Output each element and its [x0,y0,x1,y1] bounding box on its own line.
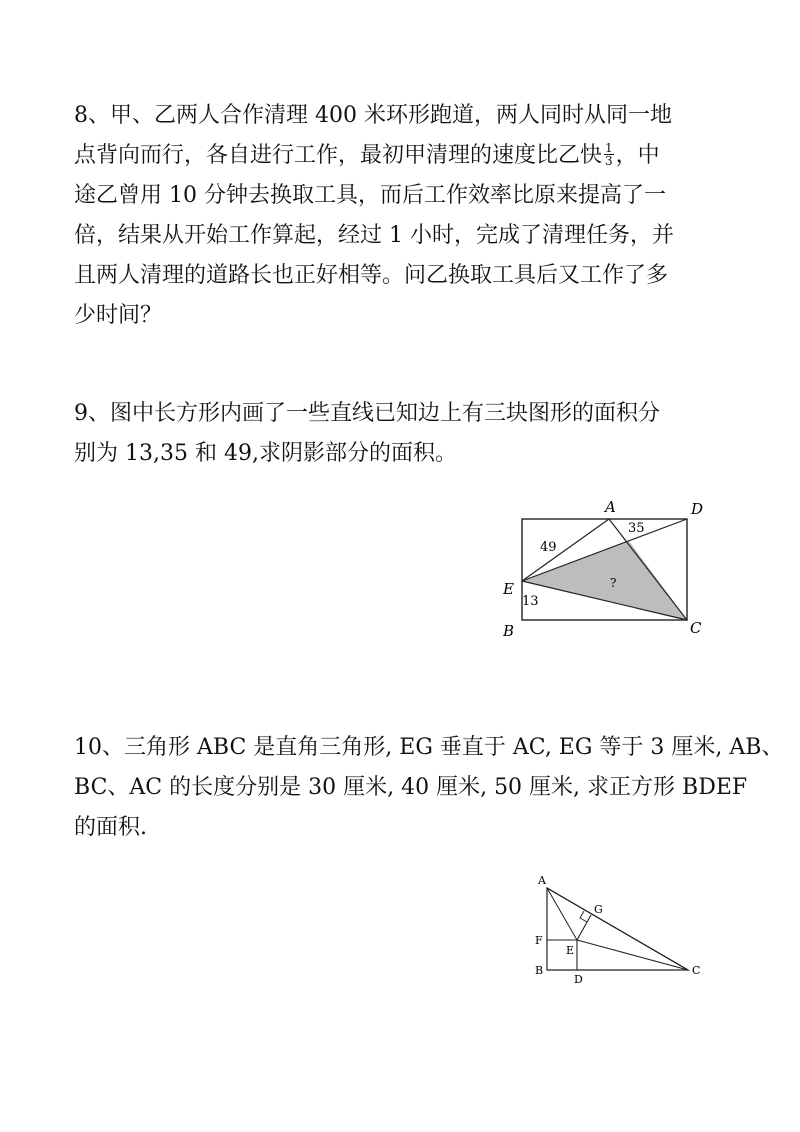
problem-8-line-3: 途乙曾用 10 分钟去换取工具，而后工作效率比原来提高了一 [74,183,666,208]
area-unknown: ? [610,576,617,590]
area-35: 35 [628,521,645,536]
area-13: 13 [522,594,539,609]
segment-e-to-c [577,940,688,970]
fraction-numerator: 1 [605,140,613,155]
problem-9 [74,394,734,474]
segment-a-to-c-hidden [547,888,688,970]
segment-e-to-g [577,915,591,940]
problem-8-line-5: 且两人清理的道路长也正好相等。问乙换取工具后又工作了多 [74,263,669,288]
label-a: A [538,874,546,887]
right-angle-mark [580,911,587,922]
problem-8-line-2 [74,136,734,176]
problem-8-line-2-tail: ，中 [615,143,660,168]
label-c: C [692,964,701,977]
label-g: G [594,903,603,916]
problem-9-line-2: 别为 13,35 和 49,求阴影部分的面积。 [74,441,457,466]
problem-8 [74,96,734,336]
problem-10-line-2: BC、AC 的长度分别是 30 厘米, 40 厘米, 50 厘米, 求正方形 BDEF [74,775,748,800]
label-b: B [535,964,544,977]
problem-10 [74,728,784,848]
fraction-one-third [604,142,614,167]
problem-9-line-1: 9、图中长方形内画了一些直线已知边上有三块图形的面积分 [74,401,660,426]
rectangle-figure [495,490,715,650]
label-b: B [503,622,515,640]
label-d: D [691,500,704,518]
label-e: E [503,580,514,598]
problem-8-line-2-text: 点背向而行，各自进行工作，最初甲清理的速度比乙快 [74,143,603,168]
label-a: A [605,498,616,516]
problem-8-line-6: 少时间？ [74,303,163,328]
segment-a-to-e [547,888,577,940]
label-c: C [690,619,702,637]
problem-8-line-1: 8、甲、乙两人合作清理 400 米环形跑道，两人同时从同一地 [74,103,672,128]
problem-8-line-4: 倍，结果从开始工作算起，经过 1 小时，完成了清理任务，并 [74,223,674,248]
label-e: E [566,944,575,957]
right-triangle-figure [530,870,710,995]
label-f: F [535,934,543,947]
area-49: 49 [540,540,557,555]
problem-10-line-1: 10、三角形 ABC 是直角三角形, EG 垂直于 AC, EG 等于 3 厘米, AB、 [74,735,784,760]
fraction-denominator: 3 [605,153,613,168]
problem-10-line-3: 的面积. [74,815,147,840]
label-d: D [574,973,583,986]
